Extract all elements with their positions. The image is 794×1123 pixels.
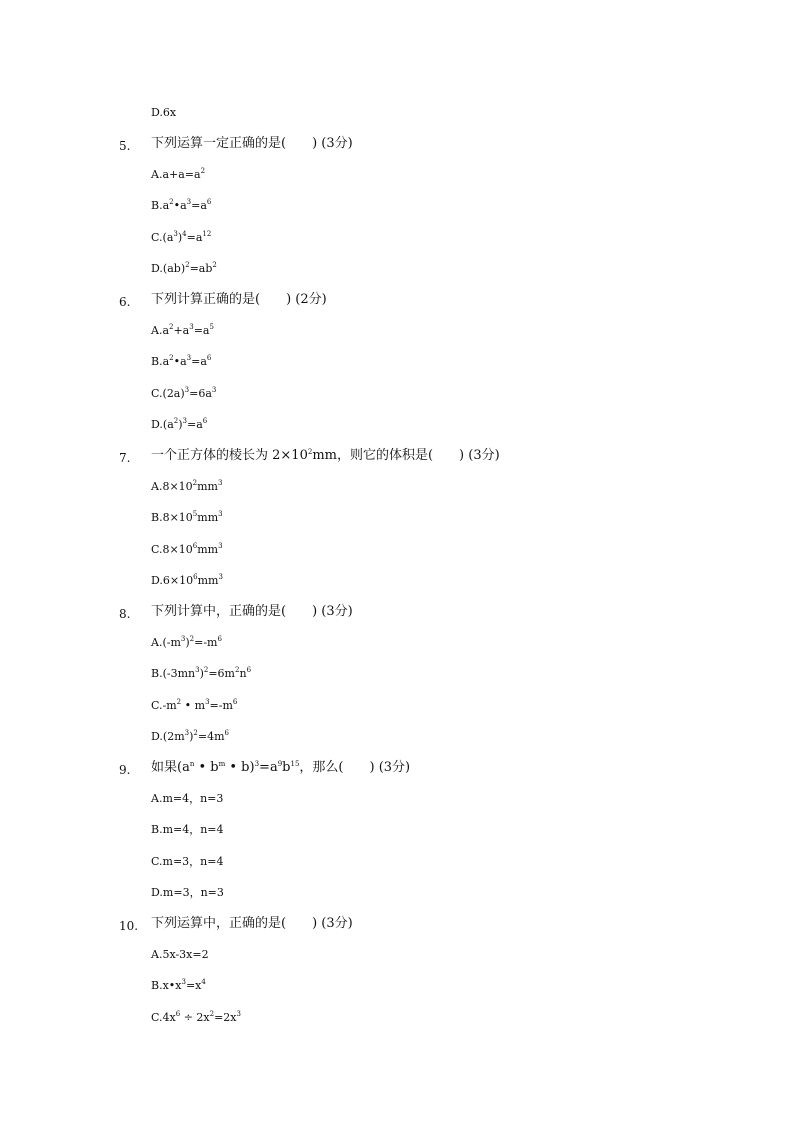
question-7-option-c <box>151 543 223 557</box>
option-text: =a <box>187 418 203 431</box>
exponent: 15 <box>290 760 300 768</box>
exponent: 6 <box>232 698 238 706</box>
option-text: mm <box>197 574 219 587</box>
exponent: 2 <box>193 729 198 737</box>
question-9-number: 9. <box>119 763 131 777</box>
option-text: ) <box>177 231 183 244</box>
option-text: =a <box>186 231 203 244</box>
exponent: 2 <box>200 167 206 175</box>
exponent: 6 <box>246 666 252 674</box>
question-10-option-b <box>151 979 206 993</box>
option-text: =-m <box>209 699 233 712</box>
option-text: C.4x <box>151 1011 176 1024</box>
stem-text: • b <box>194 760 219 775</box>
exponent: 4 <box>182 230 187 238</box>
exponent: 3 <box>186 198 192 206</box>
exponent: 3 <box>189 323 194 331</box>
exponent: 6 <box>224 729 230 737</box>
option-text: B.8×10 <box>151 511 193 524</box>
question-5-option-a <box>151 168 205 182</box>
option-text: A.a+a=a <box>151 168 201 181</box>
stem-text: • b) <box>225 760 255 775</box>
option-text: =a <box>191 199 207 212</box>
option-text: •a <box>173 199 187 212</box>
exponent: 3 <box>236 1010 241 1018</box>
question-7-option-d <box>151 574 223 588</box>
option-text: =a <box>191 355 207 368</box>
question-10-option-c <box>151 1011 241 1025</box>
option-text: =2x <box>214 1011 237 1024</box>
question-8-option-d <box>151 730 229 744</box>
question-9-option-c: C.m=3，n=4 <box>151 855 224 868</box>
exponent: 3 <box>186 354 192 362</box>
question-8-option-c <box>151 699 237 713</box>
question-6-option-a <box>151 324 214 338</box>
option-text: ) <box>189 730 194 743</box>
exponent: n <box>189 760 195 768</box>
exponent: 3 <box>184 386 190 394</box>
exponent: 2 <box>169 323 174 331</box>
exponent: 6 <box>193 573 198 581</box>
question-9-option-a: A.m=4，n=3 <box>151 792 224 805</box>
option-text: =a <box>193 324 210 337</box>
exponent: 2 <box>173 417 179 425</box>
option-text: =ab <box>189 262 213 275</box>
exponent: 6 <box>202 417 208 425</box>
question-5-number: 5. <box>119 139 131 153</box>
exponent: 6 <box>206 198 212 206</box>
exponent: 3 <box>180 635 186 643</box>
exponent: 3 <box>254 760 260 768</box>
exponent: 9 <box>277 760 283 768</box>
exponent: 6 <box>217 635 222 643</box>
exponent: 2 <box>212 261 217 269</box>
question-10-number: 10. <box>119 919 139 933</box>
option-text: B.a <box>151 199 170 212</box>
exponent: 2 <box>192 479 198 487</box>
question-7-stem <box>151 449 500 463</box>
option-text: ) <box>178 418 183 431</box>
exponent: 12 <box>202 230 212 238</box>
option-text: mm <box>197 511 219 524</box>
option-text: =6m <box>208 667 235 680</box>
option-text: mm <box>197 480 218 493</box>
exponent: 3 <box>182 417 188 425</box>
exponent: 2 <box>169 354 174 362</box>
option-text: D.6x <box>151 106 177 119</box>
question-7-option-b <box>151 511 223 525</box>
stem-text: mm，则它的体积是( ) (3分) <box>312 448 500 463</box>
question-6-number: 6. <box>119 295 131 309</box>
stem-text: b <box>282 760 291 775</box>
prev-option-d <box>151 106 176 120</box>
exponent: 2 <box>235 666 240 674</box>
exponent: 2 <box>203 666 209 674</box>
question-5-stem: 下列运算一定正确的是( ) (3分) <box>151 136 353 151</box>
stem-text: ，那么( ) (3分) <box>299 760 411 775</box>
exponent: 6 <box>192 542 198 550</box>
exponent: m <box>218 760 226 768</box>
question-9-option-b: B.m=4，n=4 <box>151 823 224 836</box>
exponent: 3 <box>173 230 178 238</box>
exponent: 6 <box>175 1010 181 1018</box>
exponent: 3 <box>181 978 186 986</box>
exponent: 3 <box>218 573 223 581</box>
stem-text: =a <box>259 760 278 775</box>
option-text: B.a <box>151 355 170 368</box>
question-8-option-b <box>151 667 251 681</box>
exponent: 2 <box>189 635 195 643</box>
question-6-stem: 下列计算正确的是( ) (2分) <box>151 292 327 307</box>
exponent: 3 <box>195 666 200 674</box>
exponent: 3 <box>218 510 223 518</box>
question-8-number: 8. <box>119 607 131 621</box>
question-6-option-c <box>151 387 216 401</box>
exponent: 2 <box>209 1010 215 1018</box>
option-text: A.8×10 <box>151 480 193 493</box>
option-text: D.(a <box>151 418 174 431</box>
option-text: C.-m <box>151 699 177 712</box>
exponent: 3 <box>211 386 217 394</box>
exponent: 5 <box>209 323 214 331</box>
option-text: A.a <box>151 324 169 337</box>
exponent: 6 <box>206 354 212 362</box>
stem-text: 如果(a <box>151 760 190 775</box>
option-text: +a <box>173 324 190 337</box>
option-text: C.(a <box>151 231 174 244</box>
option-text: D.(2m <box>151 730 185 743</box>
option-text: •a <box>173 355 187 368</box>
option-text: A.(-m <box>151 636 181 649</box>
option-text: ) <box>199 667 204 680</box>
option-text: =6a <box>189 387 212 400</box>
option-text: D.6×10 <box>151 574 194 587</box>
exponent: 3 <box>218 542 223 550</box>
option-text: C.8×10 <box>151 543 193 556</box>
question-6-option-b <box>151 355 211 369</box>
question-9-option-d: D.m=3，n=3 <box>151 886 224 899</box>
question-5-option-d <box>151 262 217 276</box>
question-6-option-d <box>151 418 207 432</box>
exponent: 3 <box>218 479 223 487</box>
exponent: 4 <box>201 978 206 986</box>
exponent: 5 <box>192 510 198 518</box>
question-8-stem: 下列计算中，正确的是( ) (3分) <box>151 604 353 619</box>
exponent: 2 <box>307 448 313 456</box>
question-8-option-a <box>151 636 222 650</box>
option-text: =-m <box>194 636 218 649</box>
question-10-stem: 下列运算中，正确的是( ) (3分) <box>151 916 353 931</box>
option-text: • m <box>181 699 206 712</box>
exponent: 3 <box>205 698 210 706</box>
question-5-option-b <box>151 199 211 213</box>
exponent: 3 <box>184 729 190 737</box>
option-text: mm <box>197 543 219 556</box>
exponent: 2 <box>176 698 182 706</box>
option-text: B.x•x <box>151 979 182 992</box>
stem-text: 一个正方体的棱长为 2×10 <box>151 448 308 463</box>
exponent: 2 <box>185 261 190 269</box>
question-5-option-c <box>151 231 211 245</box>
option-text: ÷ 2x <box>180 1011 210 1024</box>
option-text: C.(2a) <box>151 387 185 400</box>
question-9-stem <box>151 761 410 775</box>
option-text: =x <box>185 979 202 992</box>
question-7-number: 7. <box>119 451 131 465</box>
option-text: ) <box>185 636 190 649</box>
option-text: n <box>239 667 247 680</box>
option-text: =4m <box>197 730 225 743</box>
question-10-option-a: A.5x-3x=2 <box>151 948 209 961</box>
option-text: B.(-3mn <box>151 667 196 680</box>
option-text: D.(ab) <box>151 262 186 275</box>
exponent: 2 <box>169 198 174 206</box>
question-7-option-a <box>151 480 222 494</box>
